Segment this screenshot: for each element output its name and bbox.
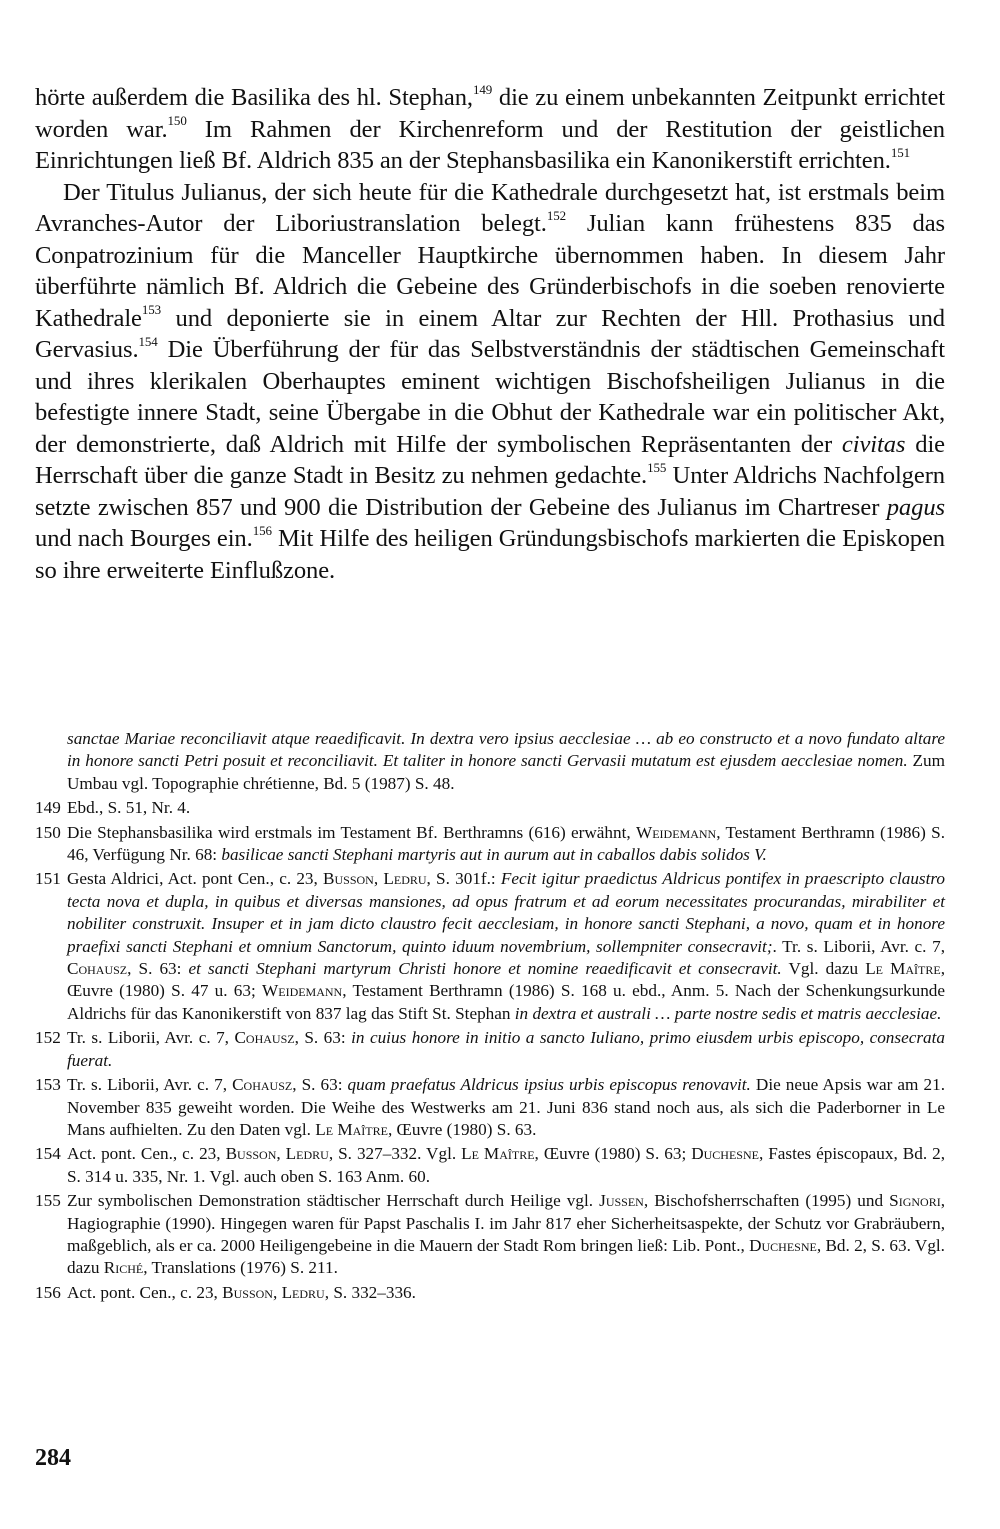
footnotes (35, 728, 945, 1306)
author-name: Cohausz (234, 1028, 295, 1048)
footnote-ref: 156 (252, 522, 272, 538)
text-run: Der Titulus Julianus, der sich heute für die Kathedrale durchgesetzt hat, ist erstmals beim Avranches-Autor der Liboriustranslation belegt. (35, 178, 945, 237)
text-run: Mit Hilfe des heiligen Gründungsbischofs markierten die Episkopen so ihre erweiterte Einflußzone. (35, 525, 945, 584)
text-run: die zu einem unbekannten Zeitpunkt errichtet worden war. (35, 84, 946, 143)
footnote (35, 1027, 945, 1072)
text-run: und nach Bourges ein. (35, 525, 253, 552)
footnote (35, 822, 945, 867)
text-run: Vgl. dazu (781, 959, 866, 979)
author-name: Busson (323, 869, 374, 889)
text-run: Tr. s. Liborii, Avr. c. 7, (67, 1028, 235, 1048)
text-run: , Testament Berthramn (1986) S. 168 u. ebd., Anm. 5. Nach der Schenkungsurkunde Aldrichs für das Kanonikerstift von 837 lag das Stift St. Stephan (67, 981, 946, 1023)
author-name: Cohausz (67, 959, 128, 979)
text-run: , Œuvre (1980) S. 63; (534, 1144, 692, 1164)
text-run: Im Rahmen der Kirchenreform und der Restitution der geistlichen Einrichtungen ließ Bf. Aldrich 835 an der Stephansbasilika ein Kanonikerstift errichten. (35, 115, 945, 174)
text-run: , (373, 869, 384, 889)
text-run: die Herrschaft über die ganze Stadt in Besitz zu nehmen gedachte. (35, 430, 945, 489)
author-name: Duchesne (691, 1144, 759, 1164)
text-run: , S. 63: (294, 1028, 352, 1048)
text-run: , (272, 1282, 282, 1302)
text-run: Die Überführung der für das Selbstverständnis der städtischen Gemeinschaft und ihres klerikalen Oberhauptes eminent wichtigen Bischofsheiligen Julianus in die befestigte innere Stadt, seine Übergabe in die Obhut der Kathedrale war ein politischer Akt, der demonstrierte, daß Aldrich mit Hilfe der symbolischen Repräsentanten der (35, 336, 945, 458)
footnote-ref: 149 (472, 81, 493, 97)
author-name: Riché (103, 1258, 144, 1278)
text-run: , Testament Berthramn (1986) S. 46, Verfügung Nr. 68: (67, 822, 945, 865)
footnote-ref: 151 (890, 144, 911, 160)
footnote-number: 150 (35, 822, 61, 842)
text-run: Tr. s. Liborii, Avr. c. 7, (67, 1075, 233, 1095)
italic-text: Fecit igitur praedictus Aldricus pontifex in praescripto claustro tecta nova et dupla, in quibus et diversas mansiones, ad opus fratrum et ad eorum necessitates procurandas, mirabiliter et nobiliter construxit. Insuper et in jam dicto claustro fecit aecclesiam, in honore sancti Stephani, a novo, quam et in honore praefixi sancti Stephani et omnium Sanctorum, quinto iduum novembrium, sollempniter consecravit; (67, 869, 946, 956)
footnote (35, 728, 945, 795)
footnote (35, 1143, 945, 1188)
italic-text: basilicae sancti Stephani martyris aut in aurum aut in caballos dabis solidos V. (221, 845, 767, 865)
italic-text: sanctae Mariae reconciliavit atque reaedificavit. In dextra vero ipsius aecclesiae … ab eo constructo et a novo fundato altare in honore sancti Petri posuit et reconciliavit. Et taliter in honore sancti Gervasii mutatum est ejusdem aecclesiae nomen. (67, 729, 945, 771)
text-run: , (276, 1144, 286, 1164)
footnote-text (67, 1074, 945, 1141)
author-name: Le Maître (461, 1144, 535, 1164)
footnote-ref: 152 (546, 207, 567, 223)
footnote-text (67, 1190, 945, 1280)
footnote-ref: 155 (647, 459, 667, 475)
text-run: , Œuvre (1980) S. 63. (387, 1119, 537, 1139)
author-name: Ledru (285, 1144, 329, 1164)
footnote-text (67, 1143, 945, 1188)
author-name: Jussen (599, 1191, 644, 1211)
text-run: Ebd., S. 51, Nr. 4. (67, 798, 191, 818)
author-name: Ledru (281, 1282, 325, 1302)
footnote-text (35, 728, 945, 795)
text-run: , Œuvre (1980) S. 47 u. 63; (67, 959, 946, 1001)
text-run: , Translations (1976) S. 211. (143, 1258, 338, 1278)
footnote-number: 149 (35, 798, 61, 818)
text-run: , S. 63: (292, 1075, 348, 1095)
text-run: , S. 63: (127, 959, 189, 979)
footnote (35, 797, 945, 819)
text-run: hörte außerdem die Basilika des hl. Stephan, (35, 84, 473, 111)
footnote-text (67, 1282, 945, 1304)
author-name: Busson (225, 1144, 277, 1164)
text-run: , Hagiographie (1990). Hingegen waren für Papst Paschalis I. im Jahr 817 eher Sicherheitsaspekte, der Schutz vor Grabräubern, maßgeblich, als er ca. 2000 Heiligengebeine in die Mauern der Stadt Rom bringen ließ: Lib. Pont., (67, 1191, 945, 1255)
author-name: Signori (889, 1191, 941, 1211)
author-name: Le Maître (315, 1119, 388, 1139)
author-name: Ledru (383, 869, 427, 889)
text-run: , Bd. 2, S. 63. Vgl. dazu (67, 1235, 945, 1278)
text-run: Die Stephansbasilika wird erstmals im Testament Bf. Berthramns (616) erwähnt, (67, 822, 636, 842)
paragraph (35, 82, 945, 177)
author-name: Busson (222, 1282, 273, 1302)
footnote (35, 1190, 945, 1280)
footnote-number: 155 (35, 1191, 61, 1211)
footnote-ref: 154 (138, 333, 158, 349)
footnote-text (67, 797, 945, 819)
footnote (35, 1282, 945, 1304)
footnote-text (67, 1027, 945, 1072)
text-run: , Bischofsherrschaften (1995) und (643, 1191, 890, 1211)
footnote-ref: 153 (141, 302, 162, 318)
italic-text: pagus (886, 493, 945, 521)
italic-text: civitas (841, 430, 906, 458)
text-run: , S. 327–332. Vgl. (328, 1144, 462, 1164)
footnote-number: 153 (35, 1075, 61, 1095)
footnote-ref: 150 (167, 113, 187, 129)
text-run: , S. 301f.: (426, 869, 501, 889)
text-run: Gesta Aldrici, Act. pont Cen., c. 23, (67, 869, 324, 889)
italic-text: in dextra et australi … parte nostre sedis et matris aecclesiae. (514, 1003, 942, 1023)
author-name: Le Maître (865, 959, 941, 979)
main-text (35, 82, 945, 586)
italic-text: et sancti Stephani martyrum Christi honore et nomine reaedificavit et consecravit. (188, 959, 782, 979)
footnote-number: 151 (35, 869, 61, 889)
footnote (35, 868, 945, 1025)
footnote (35, 1074, 945, 1141)
text-run: Zur symbolischen Demonstration städtischer Herrschaft durch Heilige vgl. (67, 1191, 600, 1211)
footnote-text (67, 868, 945, 1025)
author-name: Duchesne (749, 1235, 817, 1255)
text-run: . Tr. s. Liborii, Avr. c. 7, (772, 936, 945, 956)
text-run: Unter Aldrichs Nachfolgern setzte zwischen 857 und 900 die Distribution der Gebeine des Julianus im Chartreser (35, 462, 945, 521)
page-number: 284 (35, 1445, 71, 1471)
footnote-text (67, 822, 945, 867)
text-run: Zum Umbau vgl. Topographie chrétienne, Bd. 5 (1987) S. 48. (67, 751, 945, 793)
footnote-number: 152 (35, 1028, 61, 1048)
text-run: Act. pont. Cen., c. 23, (67, 1144, 226, 1164)
italic-text: quam praefatus Aldricus ipsius urbis episcopus renovavit. (347, 1075, 751, 1095)
text-run: Die neue Apsis war am 21. November 835 geweiht worden. Die Weihe des Westwerks am 21. Juni 836 stand noch aus, als sich die Paderborner in Le Mans aufhielten. Zu den Daten vgl. (67, 1075, 945, 1139)
text-run: , S. 332–336. (324, 1282, 416, 1302)
footnote-number: 156 (35, 1282, 61, 1302)
text-run: Act. pont. Cen., c. 23, (67, 1282, 223, 1302)
author-name: Weidemann (262, 981, 343, 1001)
paragraph (35, 177, 945, 587)
text-run: , Fastes épiscopaux, Bd. 2, S. 314 u. 335, Nr. 1. Vgl. auch oben S. 163 Anm. 60. (67, 1144, 945, 1186)
author-name: Weidemann (635, 822, 717, 842)
text-run: und deponierte sie in einem Altar zur Rechten der Hll. Prothasius und Gervasius. (35, 304, 945, 363)
text-run: Julian kann frühestens 835 das Conpatrozinium für die Manceller Hauptkirche übernommen haben. In diesem Jahr überführte nämlich Bf. Aldrich die Gebeine des Gründerbischofs in die soeben renovierte Kathedrale (35, 210, 945, 332)
footnote-number: 154 (35, 1144, 61, 1164)
author-name: Cohausz (232, 1075, 293, 1095)
italic-text: in cuius honore in initio a sancto Iuliano, primo eiusdem urbis episcopo, consecrata fuerat. (67, 1028, 945, 1070)
